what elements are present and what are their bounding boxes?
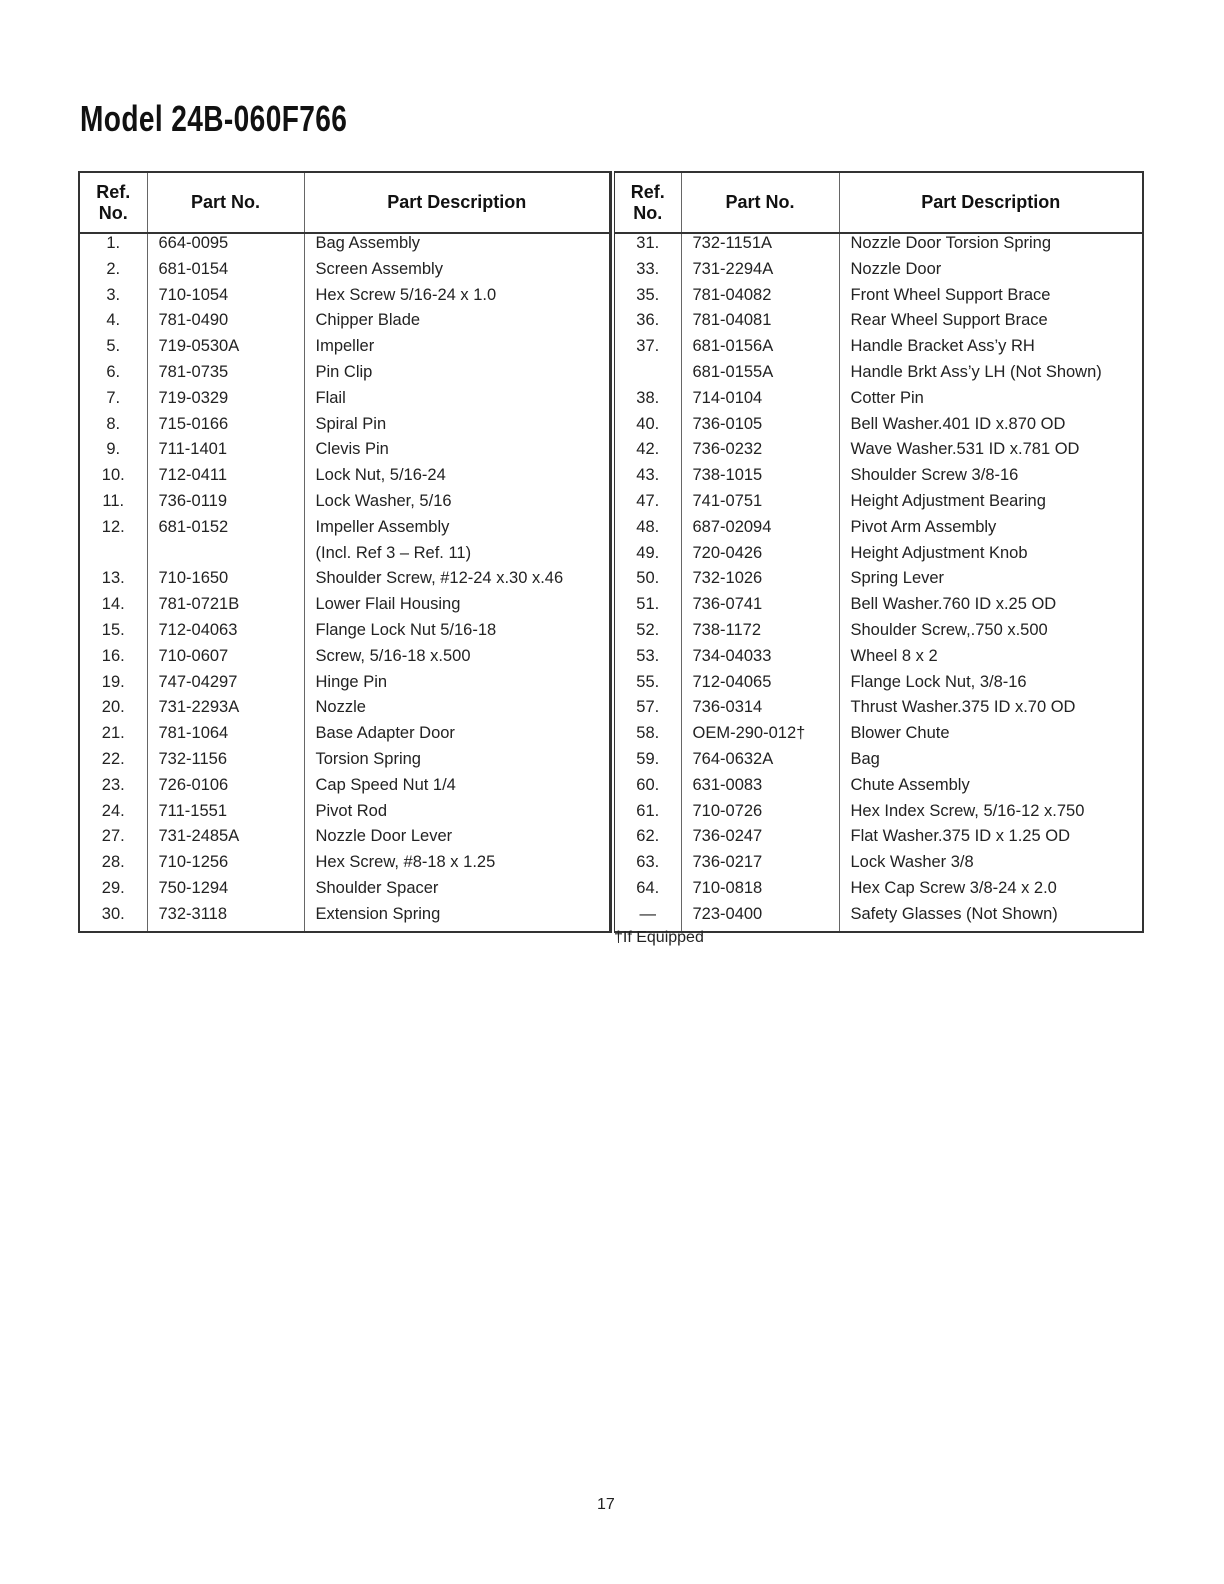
part-no-cell: 731-2293A: [147, 698, 304, 724]
table-row: [79, 544, 610, 570]
ref-no-cell: 20.: [101, 698, 125, 717]
table-row: [79, 905, 610, 932]
table-row: [79, 518, 610, 544]
header-part-description: Part Description: [304, 172, 610, 233]
part-no-cell: 664-0095: [147, 233, 304, 260]
ref-no-cell: 22.: [101, 749, 125, 768]
part-no-cell: 736-0314: [681, 698, 839, 724]
ref-no-cell: 49.: [636, 543, 660, 562]
part-description-cell: Bag Assembly: [304, 233, 610, 260]
table-row: [613, 750, 1143, 776]
ref-no-cell: 8.: [106, 414, 121, 433]
part-no-cell: 736-0119: [147, 492, 304, 518]
part-description-cell: Bag: [839, 750, 1143, 776]
table-row: [79, 337, 610, 363]
table-row: [613, 233, 1143, 260]
part-no-cell: 726-0106: [147, 776, 304, 802]
part-description-cell: Safety Glasses (Not Shown): [839, 905, 1143, 932]
part-no-cell: 687-02094: [681, 518, 839, 544]
table-row: [79, 853, 610, 879]
part-no-cell: 631-0083: [681, 776, 839, 802]
table-row: [79, 415, 610, 441]
ref-no-cell: 15.: [101, 620, 125, 639]
part-description-cell: Shoulder Screw,.750 x.500: [839, 621, 1143, 647]
table-row: [613, 544, 1143, 570]
part-description-cell: Nozzle Door Torsion Spring: [839, 233, 1143, 260]
part-no-cell: 764-0632A: [681, 750, 839, 776]
part-description-cell: Shoulder Screw 3/8-16: [839, 466, 1143, 492]
table-row: [613, 647, 1143, 673]
table-row: [79, 311, 610, 337]
ref-no-cell: 55.: [636, 672, 660, 691]
table-row: [613, 260, 1143, 286]
table-row: [79, 233, 610, 260]
ref-no-cell: 52.: [636, 620, 660, 639]
part-no-cell: 736-0232: [681, 440, 839, 466]
part-description-cell: Spring Lever: [839, 569, 1143, 595]
ref-no-cell: 7.: [106, 388, 121, 407]
header-ref-line1: Ref.: [630, 181, 665, 202]
header-ref-no: [79, 172, 147, 233]
part-no-cell: 712-04065: [681, 673, 839, 699]
part-no-cell: 681-0154: [147, 260, 304, 286]
ref-no-cell: 21.: [101, 724, 125, 743]
part-description-cell: Spiral Pin: [304, 415, 610, 441]
table-row: [79, 750, 610, 776]
table-row: [79, 286, 610, 312]
table-row: [613, 569, 1143, 595]
part-description-cell: Shoulder Spacer: [304, 879, 610, 905]
ref-no-cell: 36.: [636, 311, 660, 330]
table-row: [613, 337, 1143, 363]
part-description-cell: Cap Speed Nut 1/4: [304, 776, 610, 802]
ref-no-cell: 47.: [636, 491, 660, 510]
table-row: [613, 389, 1143, 415]
table-row: [613, 595, 1143, 621]
part-no-cell: 681-0152: [147, 518, 304, 544]
part-description-cell: Hex Screw 5/16-24 x 1.0: [304, 286, 610, 312]
part-description-cell: Handle Bracket Ass’y RH: [839, 337, 1143, 363]
header-part-description: Part Description: [839, 172, 1143, 233]
part-no-cell: 710-0818: [681, 879, 839, 905]
part-description-cell: Flange Lock Nut 5/16-18: [304, 621, 610, 647]
part-no-cell: 736-0105: [681, 415, 839, 441]
table-row: [79, 440, 610, 466]
ref-no-cell: 19.: [101, 672, 125, 691]
parts-table-right: [611, 171, 1144, 933]
part-no-cell: 781-1064: [147, 724, 304, 750]
ref-no-cell: 48.: [636, 517, 660, 536]
ref-no-cell: 24.: [101, 801, 125, 820]
part-no-cell: 681-0155A: [681, 363, 839, 389]
ref-no-cell: 42.: [636, 440, 660, 459]
part-no-cell: 710-0607: [147, 647, 304, 673]
part-description-cell: Nozzle: [304, 698, 610, 724]
table-row: [613, 286, 1143, 312]
part-no-cell: 712-0411: [147, 466, 304, 492]
part-no-cell: 719-0530A: [147, 337, 304, 363]
ref-no-cell: 3.: [106, 285, 121, 304]
ref-no-cell: 59.: [636, 749, 660, 768]
ref-no-cell: 64.: [636, 878, 660, 897]
table-row: [613, 492, 1143, 518]
ref-no-cell: 62.: [636, 827, 660, 846]
part-no-cell: 741-0751: [681, 492, 839, 518]
part-description-cell: Clevis Pin: [304, 440, 610, 466]
part-description-cell: Base Adapter Door: [304, 724, 610, 750]
part-description-cell: Bell Washer.760 ID x.25 OD: [839, 595, 1143, 621]
table-row: [613, 440, 1143, 466]
ref-no-cell: 12.: [101, 517, 125, 536]
parts-table-left: [78, 171, 611, 933]
part-no-cell: 715-0166: [147, 415, 304, 441]
part-description-cell: Pivot Rod: [304, 802, 610, 828]
part-description-cell: Wave Washer.531 ID x.781 OD: [839, 440, 1143, 466]
table-row: [613, 724, 1143, 750]
ref-no-cell: 23.: [101, 775, 125, 794]
ref-no-cell: 43.: [636, 466, 660, 485]
part-no-cell: 736-0741: [681, 595, 839, 621]
part-description-cell: (Incl. Ref 3 – Ref. 11): [304, 544, 610, 570]
part-no-cell: 710-1256: [147, 853, 304, 879]
part-no-cell: 714-0104: [681, 389, 839, 415]
table-row: [79, 260, 610, 286]
part-description-cell: Bell Washer.401 ID x.870 OD: [839, 415, 1143, 441]
part-description-cell: Flail: [304, 389, 610, 415]
part-description-cell: Blower Chute: [839, 724, 1143, 750]
table-row: [613, 827, 1143, 853]
ref-no-cell: 28.: [101, 853, 125, 872]
part-no-cell: 732-1026: [681, 569, 839, 595]
header-ref-no: [613, 172, 681, 233]
ref-no-cell: 63.: [636, 853, 660, 872]
table-row: [79, 802, 610, 828]
table-row: [613, 466, 1143, 492]
part-description-cell: Nozzle Door: [839, 260, 1143, 286]
part-no-cell: 747-04297: [147, 673, 304, 699]
part-no-cell: 711-1401: [147, 440, 304, 466]
table-row: [613, 698, 1143, 724]
part-description-cell: Rear Wheel Support Brace: [839, 311, 1143, 337]
part-no-cell: 711-1551: [147, 802, 304, 828]
table-row: [613, 853, 1143, 879]
part-description-cell: Hex Screw, #8-18 x 1.25: [304, 853, 610, 879]
ref-no-cell: 60.: [636, 775, 660, 794]
ref-no-cell: 61.: [636, 801, 660, 820]
footnote: †If Equipped: [614, 929, 704, 946]
part-description-cell: Impeller: [304, 337, 610, 363]
part-no-cell: 731-2294A: [681, 260, 839, 286]
part-description-cell: Nozzle Door Lever: [304, 827, 610, 853]
ref-no-cell: 14.: [101, 595, 125, 614]
part-no-cell: 781-04081: [681, 311, 839, 337]
ref-no-cell: [613, 363, 681, 389]
table-row: [79, 698, 610, 724]
header-ref-line1: Ref.: [96, 181, 131, 202]
ref-no-cell: 29.: [101, 878, 125, 897]
table-row: [79, 724, 610, 750]
table-row: [613, 776, 1143, 802]
ref-no-cell: [79, 544, 147, 570]
part-no-cell: 781-0735: [147, 363, 304, 389]
table-row: [613, 802, 1143, 828]
part-no-cell: 736-0247: [681, 827, 839, 853]
part-description-cell: Chute Assembly: [839, 776, 1143, 802]
part-description-cell: Lock Washer 3/8: [839, 853, 1143, 879]
part-description-cell: Lock Washer, 5/16: [304, 492, 610, 518]
table-row: [79, 389, 610, 415]
part-description-cell: Extension Spring: [304, 905, 610, 932]
part-no-cell: 710-1650: [147, 569, 304, 595]
part-description-cell: Cotter Pin: [839, 389, 1143, 415]
table-row: [613, 673, 1143, 699]
header-part-no: Part No.: [147, 172, 304, 233]
part-no-cell: 750-1294: [147, 879, 304, 905]
part-description-cell: Screw, 5/16-18 x.500: [304, 647, 610, 673]
part-no-cell: 738-1015: [681, 466, 839, 492]
ref-no-cell: 35.: [636, 285, 660, 304]
part-description-cell: Pivot Arm Assembly: [839, 518, 1143, 544]
page-title: Model 24B-060F766: [80, 98, 348, 139]
part-description-cell: Thrust Washer.375 ID x.70 OD: [839, 698, 1143, 724]
part-description-cell: Torsion Spring: [304, 750, 610, 776]
part-no-cell: 732-1156: [147, 750, 304, 776]
ref-no-cell: 11.: [102, 491, 125, 510]
ref-no-cell: —: [639, 904, 656, 923]
part-no-cell: 712-04063: [147, 621, 304, 647]
table-row: [613, 311, 1143, 337]
part-no-cell: 710-1054: [147, 286, 304, 312]
header-ref-line2: No.: [98, 202, 128, 223]
part-no-cell: 731-2485A: [147, 827, 304, 853]
part-description-cell: Hinge Pin: [304, 673, 610, 699]
part-description-cell: Wheel 8 x 2: [839, 647, 1143, 673]
part-no-cell: 781-04082: [681, 286, 839, 312]
part-no-cell: 781-0490: [147, 311, 304, 337]
part-no-cell: 734-04033: [681, 647, 839, 673]
part-no-cell: [147, 544, 304, 570]
part-no-cell: 781-0721B: [147, 595, 304, 621]
ref-no-cell: 40.: [636, 414, 660, 433]
part-description-cell: Front Wheel Support Brace: [839, 286, 1143, 312]
header-part-no: Part No.: [681, 172, 839, 233]
table-row: [79, 363, 610, 389]
ref-no-cell: 57.: [636, 698, 660, 717]
part-description-cell: Screen Assembly: [304, 260, 610, 286]
table-row: [613, 905, 1143, 932]
table-row: [79, 621, 610, 647]
table-row: [613, 621, 1143, 647]
table-row: [613, 879, 1143, 905]
table-header-row: [613, 172, 1143, 233]
part-description-cell: Impeller Assembly: [304, 518, 610, 544]
ref-no-cell: 58.: [636, 724, 660, 743]
ref-no-cell: 38.: [636, 388, 660, 407]
table-row: [79, 673, 610, 699]
table-row: [79, 466, 610, 492]
table-row: [79, 827, 610, 853]
part-description-cell: Flange Lock Nut, 3/8-16: [839, 673, 1143, 699]
part-no-cell: 732-1151A: [681, 233, 839, 260]
part-description-cell: Hex Index Screw, 5/16-12 x.750: [839, 802, 1143, 828]
ref-no-cell: 30.: [101, 904, 125, 923]
header-ref-line2: No.: [633, 202, 663, 223]
ref-no-cell: 33.: [636, 259, 660, 278]
table-row: [79, 492, 610, 518]
ref-no-cell: 27.: [101, 827, 125, 846]
part-description-cell: Lock Nut, 5/16-24: [304, 466, 610, 492]
ref-no-cell: 9.: [106, 440, 121, 459]
table-row: [79, 776, 610, 802]
part-no-cell: 710-0726: [681, 802, 839, 828]
ref-no-cell: 53.: [636, 646, 660, 665]
table-row: [79, 569, 610, 595]
table-row: [613, 415, 1143, 441]
table-row: [79, 647, 610, 673]
ref-no-cell: 5.: [106, 337, 121, 356]
part-description-cell: Handle Brkt Ass’y LH (Not Shown): [839, 363, 1143, 389]
ref-no-cell: 1.: [106, 234, 121, 252]
part-no-cell: OEM-290-012†: [681, 724, 839, 750]
part-no-cell: 732-3118: [147, 905, 304, 932]
ref-no-cell: 10.: [101, 466, 125, 485]
part-no-cell: 738-1172: [681, 621, 839, 647]
page-number: 17: [597, 1496, 615, 1513]
ref-no-cell: 16.: [101, 646, 125, 665]
table-row: [613, 363, 1143, 389]
part-no-cell: 720-0426: [681, 544, 839, 570]
part-description-cell: Lower Flail Housing: [304, 595, 610, 621]
table-row: [79, 879, 610, 905]
ref-no-cell: 31.: [636, 234, 660, 252]
table-row: [79, 595, 610, 621]
part-description-cell: Pin Clip: [304, 363, 610, 389]
table-header-row: [79, 172, 610, 233]
ref-no-cell: 13.: [101, 569, 125, 588]
part-description-cell: Height Adjustment Bearing: [839, 492, 1143, 518]
part-no-cell: 681-0156A: [681, 337, 839, 363]
ref-no-cell: 4.: [106, 311, 121, 330]
part-no-cell: 736-0217: [681, 853, 839, 879]
part-description-cell: Chipper Blade: [304, 311, 610, 337]
table-row: [613, 518, 1143, 544]
ref-no-cell: 50.: [636, 569, 660, 588]
part-description-cell: Hex Cap Screw 3/8-24 x 2.0: [839, 879, 1143, 905]
ref-no-cell: 2.: [106, 259, 121, 278]
ref-no-cell: 37.: [636, 337, 660, 356]
part-no-cell: 723-0400: [681, 905, 839, 932]
ref-no-cell: 51.: [636, 595, 660, 614]
part-description-cell: Shoulder Screw, #12-24 x.30 x.46: [304, 569, 610, 595]
ref-no-cell: 6.: [106, 362, 121, 381]
part-no-cell: 719-0329: [147, 389, 304, 415]
part-description-cell: Flat Washer.375 ID x 1.25 OD: [839, 827, 1143, 853]
part-description-cell: Height Adjustment Knob: [839, 544, 1143, 570]
